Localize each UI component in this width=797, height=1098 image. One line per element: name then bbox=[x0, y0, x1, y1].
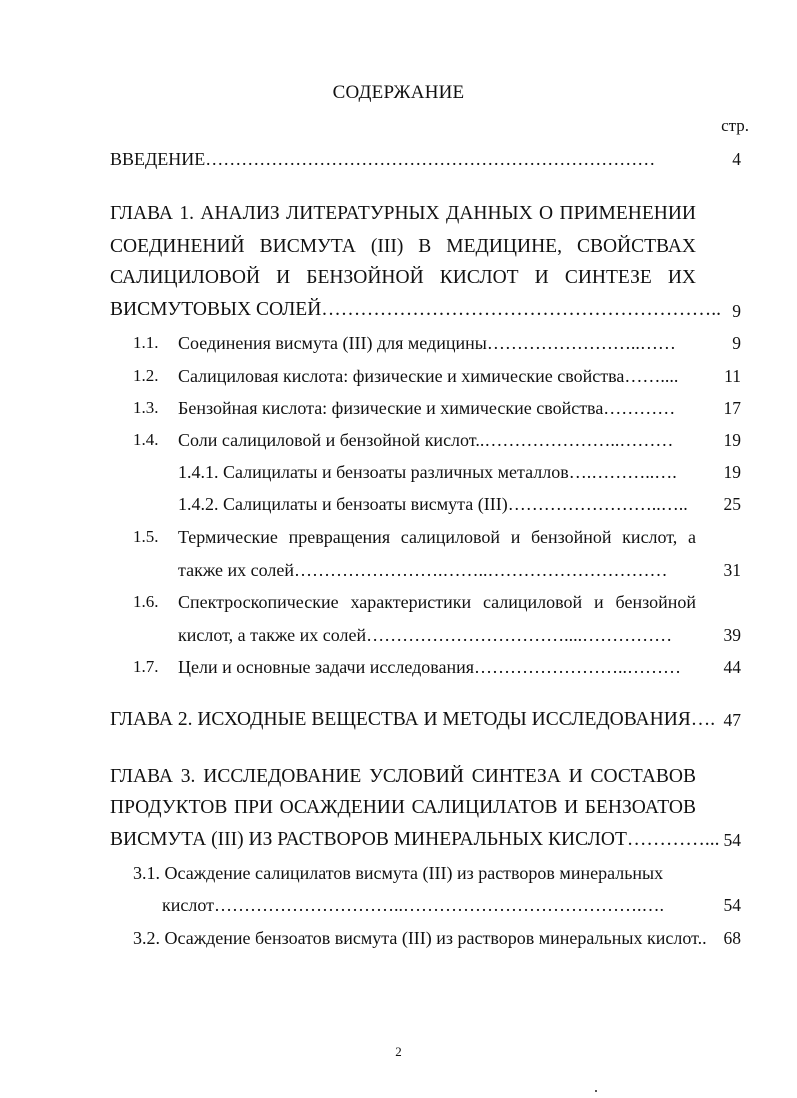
toc-page-number: 47 bbox=[723, 710, 741, 730]
toc-page-number: 54 bbox=[723, 895, 741, 915]
toc-page-number: 44 bbox=[723, 657, 741, 677]
toc-chapter-1-line-1: ГЛАВА 1. АНАЛИЗ ЛИТЕРАТУРНЫХ ДАННЫХ О ПРИМЕНЕНИИ bbox=[110, 203, 696, 224]
toc-section-number: 1.5. bbox=[133, 527, 159, 546]
toc-page-number: 19 bbox=[723, 430, 741, 450]
toc-chapter-1-line-3: САЛИЦИЛОВОЙ И БЕНЗОЙНОЙ КИСЛОТ И СИНТЕЗЕ ИХ bbox=[110, 267, 696, 288]
toc-page-number: 54 bbox=[723, 830, 741, 850]
toc-section-1-5-line-1: Термические превращения салициловой и бензойной кислот, а bbox=[178, 527, 696, 547]
toc-chapter-2: ГЛАВА 2. ИСХОДНЫЕ ВЕЩЕСТВА И МЕТОДЫ ИССЛЕДОВАНИЯ…. bbox=[110, 709, 716, 730]
toc-page-number: 68 bbox=[723, 928, 741, 948]
toc-section-3-2: 3.2. Осаждение бензоатов висмута (III) из растворов минеральных кислот.. bbox=[133, 928, 707, 948]
toc-page-number: 31 bbox=[723, 560, 741, 580]
toc-section-number: 1.1. bbox=[133, 333, 159, 352]
toc-chapter-1-line-2: СОЕДИНЕНИЙ ВИСМУТА (III) В МЕДИЦИНЕ, СВОЙСТВАХ bbox=[110, 236, 696, 257]
scan-speck bbox=[595, 1090, 597, 1092]
toc-section-number: 1.6. bbox=[133, 592, 159, 611]
toc-page-number: 11 bbox=[724, 366, 741, 386]
toc-page-number: 9 bbox=[732, 301, 741, 321]
page-number: 2 bbox=[395, 1044, 402, 1059]
toc-section-1-1: Соединения висмута (III) для медицины……………………..…… bbox=[178, 333, 676, 353]
toc-section-1-6-line-1: Спектроскопические характеристики салициловой и бензойной bbox=[178, 592, 696, 612]
toc-section-number: 1.2. bbox=[133, 366, 159, 385]
toc-section-1-3: Бензойная кислота: физические и химические свойства………… bbox=[178, 398, 676, 418]
toc-section-1-7: Цели и основные задачи исследования……………………..……… bbox=[178, 657, 682, 677]
toc-page-number: 19 bbox=[723, 462, 741, 482]
toc-subsection-1-4-2: 1.4.2. Салицилаты и бензоаты висмута (III)……………………..….. bbox=[178, 494, 688, 514]
toc-section-3-1-line-1: 3.1. Осаждение салицилатов висмута (III) из растворов минеральных bbox=[133, 863, 664, 883]
toc-page-number: 39 bbox=[723, 625, 741, 645]
toc-chapter-3-line-1: ГЛАВА 3. ИССЛЕДОВАНИЕ УСЛОВИЙ СИНТЕЗА И СОСТАВОВ bbox=[110, 766, 696, 787]
page-column-header: стр. bbox=[721, 116, 749, 135]
toc-page-number: 25 bbox=[723, 494, 741, 514]
toc-section-1-2: Салициловая кислота: физические и химические свойства…….... bbox=[178, 366, 679, 386]
toc-page-number: 9 bbox=[732, 333, 741, 353]
toc-chapter-3-line-3: ВИСМУТА (III) ИЗ РАСТВОРОВ МИНЕРАЛЬНЫХ КИСЛОТ…………... bbox=[110, 829, 720, 850]
toc-entry-introduction: ВВЕДЕНИЕ………………………………………………………………… bbox=[110, 149, 656, 169]
toc-subsection-1-4-1: 1.4.1. Салицилаты и бензоаты различных металлов….………..…. bbox=[178, 462, 677, 482]
toc-section-number: 1.4. bbox=[133, 430, 159, 449]
toc-page-number: 4 bbox=[732, 149, 741, 169]
toc-section-1-4: Соли салициловой и бензойной кислот..…………………..……… bbox=[178, 430, 674, 450]
toc-section-3-1-line-2: кислот…………………………..………………………………….…. bbox=[162, 895, 664, 915]
toc-section-1-6-line-2: кислот, а также их солей……………………………....…………… bbox=[178, 625, 673, 645]
toc-section-1-5-line-2: также их солей…………………….……..………………………… bbox=[178, 560, 668, 580]
toc-section-number: 1.3. bbox=[133, 398, 159, 417]
toc-title: СОДЕРЖАНИЕ bbox=[332, 82, 465, 103]
toc-section-number: 1.7. bbox=[133, 657, 159, 676]
toc-page-number: 17 bbox=[723, 398, 741, 418]
toc-chapter-3-line-2: ПРОДУКТОВ ПРИ ОСАЖДЕНИИ САЛИЦИЛАТОВ И БЕНЗОАТОВ bbox=[110, 797, 696, 818]
toc-chapter-1-line-4: ВИСМУТОВЫХ СОЛЕЙ…………………………………………………….. bbox=[110, 299, 722, 320]
